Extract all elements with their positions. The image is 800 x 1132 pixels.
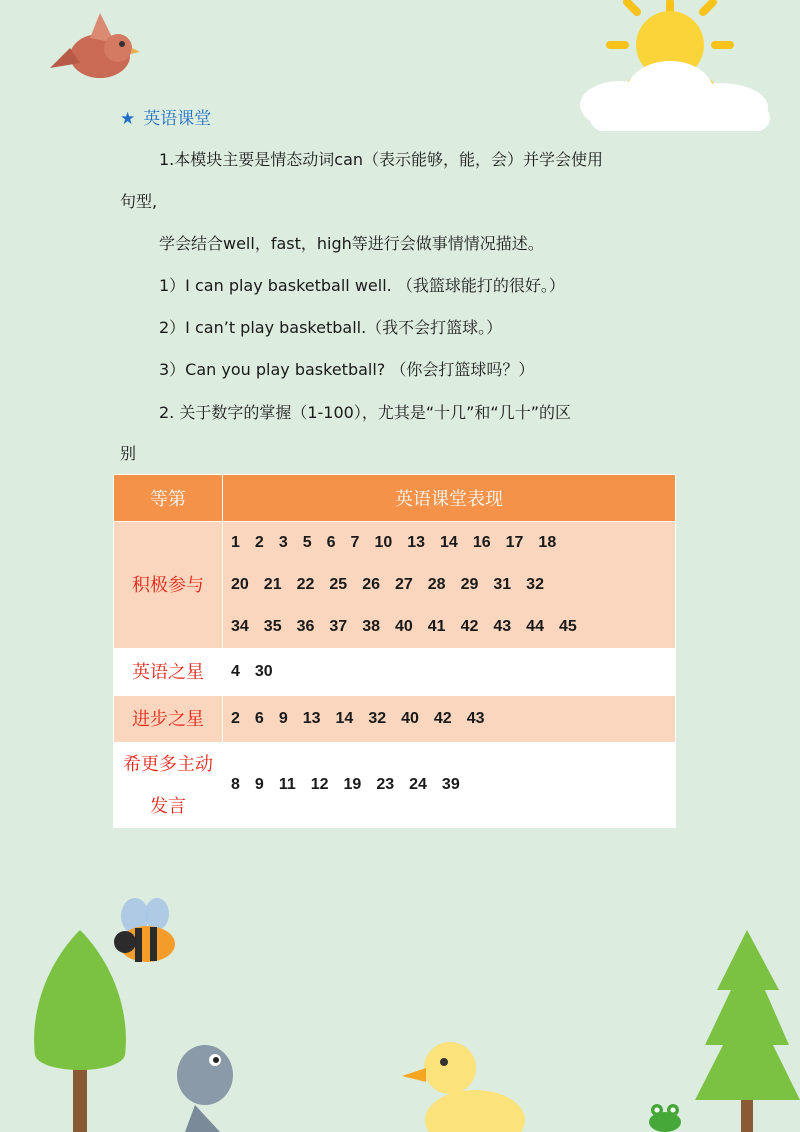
duck-icon <box>400 1030 530 1132</box>
body-line-2: 句型, <box>120 192 158 211</box>
example-sentence-3: 3）Can you play basketball? （你会打篮球吗？） <box>159 360 535 379</box>
number-cell: 27 <box>394 576 413 593</box>
number-cell: 43 <box>466 710 485 727</box>
number-line <box>231 743 675 827</box>
number-cell: 3 <box>278 534 288 551</box>
table-row <box>114 696 676 743</box>
number-cell: 13 <box>302 710 321 727</box>
number-cell: 8 <box>231 776 240 793</box>
number-cell: 1 <box>231 534 240 551</box>
body-line-3: 学会结合well，fast，high等进行会做事情情况描述。 <box>159 234 544 253</box>
row-numbers <box>223 522 676 649</box>
number-cell: 19 <box>343 776 362 793</box>
number-cell: 16 <box>472 534 491 551</box>
number-cell: 41 <box>427 618 446 635</box>
example-sentence-2: 2）I can’t play basketball.（我不会打篮球。） <box>159 318 503 337</box>
number-cell: 30 <box>254 663 273 680</box>
number-line <box>231 606 675 648</box>
number-cell: 4 <box>231 663 240 680</box>
number-cell: 42 <box>460 618 479 635</box>
number-cell: 28 <box>427 576 446 593</box>
number-cell: 44 <box>526 618 544 635</box>
body-line-8: 别 <box>120 444 137 463</box>
number-cell: 11 <box>278 776 296 793</box>
number-cell: 17 <box>505 534 524 551</box>
number-cell: 45 <box>558 618 577 635</box>
body-line-1: 1.本模块主要是情态动词can（表示能够，能，会）并学会使用 <box>159 150 604 169</box>
number-cell: 32 <box>368 710 387 727</box>
header-grade: 等第 <box>114 475 223 522</box>
example-sentence-1: 1）I can play basketball well. （我篮球能打的很好。） <box>159 276 565 295</box>
header-performance: 英语课堂表现 <box>223 475 676 522</box>
number-cell: 22 <box>296 576 315 593</box>
number-cell: 39 <box>441 776 460 793</box>
number-cell: 24 <box>409 776 427 793</box>
number-cell: 26 <box>362 576 380 593</box>
number-cell: 40 <box>401 710 419 727</box>
section-title-text: 英语课堂 <box>143 109 212 129</box>
table-row <box>114 743 676 828</box>
star-icon: ★ <box>120 109 136 129</box>
number-line <box>231 522 675 564</box>
number-cell: 13 <box>407 534 426 551</box>
number-cell: 10 <box>374 534 393 551</box>
number-cell: 38 <box>362 618 380 635</box>
number-cell: 37 <box>329 618 348 635</box>
number-cell: 7 <box>350 534 360 551</box>
number-cell: 29 <box>460 576 479 593</box>
row-label <box>114 743 223 828</box>
number-cell: 9 <box>254 776 264 793</box>
section-title <box>120 104 211 129</box>
number-cell: 23 <box>376 776 395 793</box>
cloud-icon <box>560 55 780 135</box>
number-cell: 5 <box>302 534 312 551</box>
number-cell: 12 <box>310 776 329 793</box>
number-cell: 14 <box>440 534 458 551</box>
number-cell: 35 <box>263 618 282 635</box>
number-line <box>231 696 675 742</box>
number-line <box>231 649 675 695</box>
table-header-row <box>114 475 676 522</box>
performance-table <box>113 474 676 828</box>
number-cell: 31 <box>493 576 512 593</box>
number-line <box>231 564 675 606</box>
fish-icon <box>165 1035 245 1132</box>
frog-icon <box>645 1100 685 1132</box>
tree-icon <box>25 925 135 1132</box>
row-label: 积极参与 <box>114 522 223 649</box>
body-line-7: 2. 关于数字的掌握（1-100），尤其是“十几”和“几十”的区 <box>159 403 572 422</box>
number-cell: 2 <box>231 710 240 727</box>
number-cell: 40 <box>394 618 413 635</box>
table-row <box>114 649 676 696</box>
row-numbers <box>223 649 676 696</box>
row-label: 进步之星 <box>114 696 223 743</box>
row-numbers <box>223 743 676 828</box>
number-cell: 2 <box>254 534 264 551</box>
number-cell: 6 <box>326 534 336 551</box>
number-cell: 25 <box>329 576 348 593</box>
pine-tree-icon <box>695 930 800 1132</box>
number-cell: 21 <box>263 576 282 593</box>
number-cell: 32 <box>526 576 544 593</box>
row-label-line: 发言 <box>150 796 186 816</box>
row-label-line: 希更多主动 <box>123 754 213 774</box>
table-row <box>114 522 676 649</box>
row-numbers <box>223 696 676 743</box>
row-label: 英语之星 <box>114 649 223 696</box>
number-cell: 20 <box>231 576 249 593</box>
number-cell: 9 <box>278 710 288 727</box>
number-cell: 42 <box>433 710 452 727</box>
number-cell: 43 <box>493 618 512 635</box>
number-cell: 6 <box>254 710 264 727</box>
number-cell: 34 <box>231 618 249 635</box>
number-cell: 36 <box>296 618 315 635</box>
number-cell: 14 <box>335 710 354 727</box>
bird-icon <box>40 8 140 88</box>
number-cell: 18 <box>538 534 557 551</box>
